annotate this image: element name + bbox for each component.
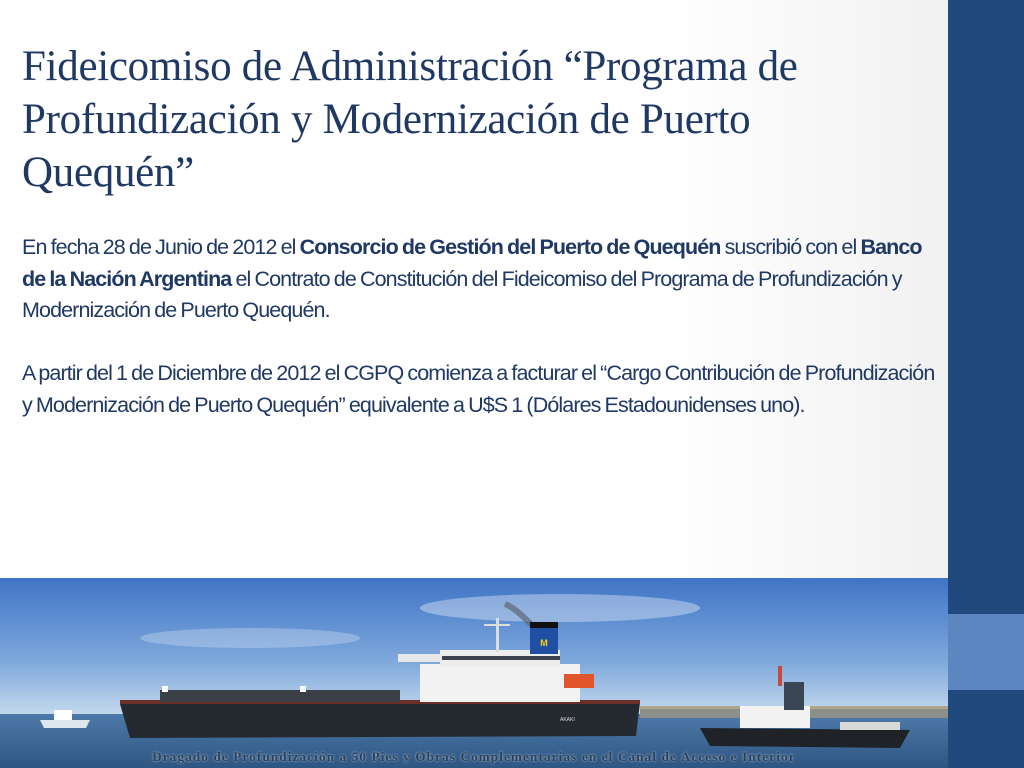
cloud — [140, 628, 360, 648]
superstructure — [420, 664, 580, 702]
paragraph-contract — [22, 232, 938, 327]
deck — [160, 690, 400, 702]
slide-body — [22, 232, 938, 421]
boat-cabin — [54, 710, 72, 720]
deck-fitting — [300, 686, 306, 692]
bridge-wing — [398, 654, 442, 662]
sidebar-accent — [948, 614, 1024, 690]
paragraph-cargo: A partir del 1 de Diciembre de 2012 el CGPQ comienza a facturar el “Cargo Contribución de Profundización y Modernización de Puerto Quequén” equivalente a U$S 1 (Dólares Estadounidenses uno). — [22, 361, 935, 417]
ship-name: AKAKI — [560, 717, 575, 723]
cloud — [420, 594, 700, 622]
tug-funnel — [784, 682, 804, 710]
tug-mast — [778, 666, 782, 686]
port-photo — [0, 578, 948, 768]
banco-name: Banco de la Nación Argentina — [22, 235, 922, 291]
mast — [496, 618, 499, 652]
mast-yard — [484, 624, 510, 626]
consorcio-name: Consorcio de Gestión del Puerto de Quequén — [299, 235, 721, 259]
tug-hull — [700, 728, 910, 748]
boat-hull — [40, 720, 90, 728]
paragraph-contract-text-2: suscribió con el — [720, 235, 861, 259]
photo-caption: Dragado de Profundización a 50 Pies y Obras Complementarias en el Canal de Acceso e Interior — [152, 749, 796, 764]
ship-illustration — [0, 578, 948, 768]
bridge-windows — [440, 656, 560, 660]
deck-fitting — [162, 686, 168, 692]
paragraph-contract-text-3: el Contrato de Constitución del Fideicomiso del Programa de Profundización y Modernización de Puerto Quequén. — [22, 266, 902, 322]
paragraph-contract-text-1: En fecha 28 de Junio de 2012 el — [22, 235, 300, 259]
slide-title: Fideicomiso de Administración “Programa de Profundización y Modernización de Puerto Quequén” — [22, 43, 798, 196]
lifeboat — [564, 674, 594, 688]
funnel-top — [530, 622, 558, 628]
funnel-mark: M — [540, 638, 548, 648]
tug-deck — [840, 722, 900, 730]
